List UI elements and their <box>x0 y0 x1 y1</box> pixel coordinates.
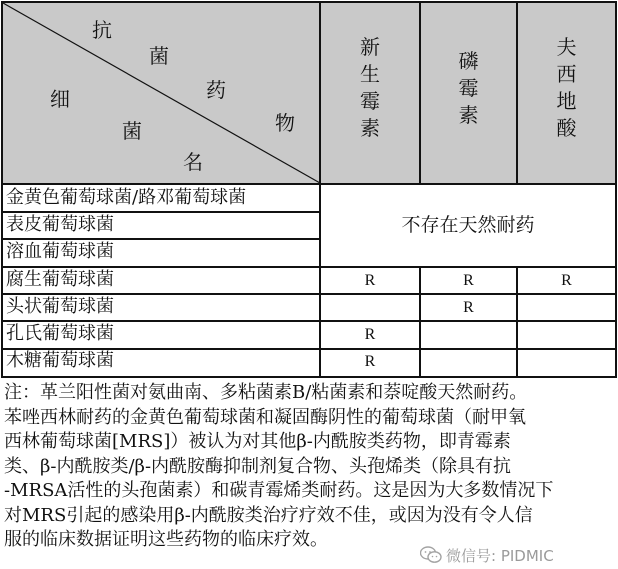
footnote-line: 西林葡萄球菌[MRS]）被认为对其他β-内酰胺类药物，即青霉素 <box>4 431 511 452</box>
diagonal-organism-char: 菌 <box>122 119 142 143</box>
table-rule <box>1 293 617 295</box>
diagonal-organism-char: 细 <box>50 87 70 111</box>
table-border <box>1 1 617 3</box>
column-header-char: 素 <box>458 102 479 127</box>
column-header-char: 素 <box>360 115 380 140</box>
footnote-line: 苯唑西林耐药的金黄色葡萄球菌和凝固酶阴性的葡萄球菌（耐甲氧 <box>4 406 526 428</box>
table-rule <box>1 266 617 268</box>
table-rule <box>1 320 617 322</box>
column-header-char: 新 <box>360 34 380 59</box>
table-border <box>1 376 617 378</box>
column-header-char: 酸 <box>556 115 577 140</box>
cell-value: R <box>364 353 376 370</box>
cell-value: R <box>463 272 474 289</box>
column-header-char: 霉 <box>360 88 380 113</box>
row-organism-label: 木糖葡萄球菌 <box>6 350 114 371</box>
table-rule <box>419 1 421 184</box>
column-header-fosfomycin <box>420 44 517 132</box>
table-rule <box>516 267 518 378</box>
footnote-line: -MRSA活性的头孢菌素）和碳青霉烯类耐药。这是因为大多数情况下 <box>4 480 554 501</box>
row-organism-label: 溶血葡萄球菌 <box>6 241 114 262</box>
footnote <box>4 381 616 553</box>
diagonal-drug-char: 药 <box>206 78 226 102</box>
cell-value: R <box>561 272 572 289</box>
column-header-char: 夫 <box>556 34 577 59</box>
footnote-line: 服的临床数据证明这些药物的临床疗效。 <box>4 529 328 550</box>
diagonal-drug-char: 物 <box>275 111 295 135</box>
cell-value: R <box>364 272 376 289</box>
column-header-neomycin <box>320 30 420 145</box>
watermark-text: 微信号: PIDMIC <box>446 546 554 565</box>
diagonal-drug-char: 菌 <box>149 44 169 68</box>
merged-cell-text: 不存在天然耐药 <box>401 214 535 236</box>
footnote-line: 注：革兰阳性菌对氨曲南、多粘菌素B/粘菌素和萘啶酸天然耐药。 <box>4 382 528 403</box>
table-rule <box>1 183 617 185</box>
footnote-line: 对MRS引起的感染用β-内酰胺类治疗疗效不佳，或因为没有令人信 <box>4 504 533 526</box>
column-header-char: 霉 <box>458 75 479 100</box>
column-header-char: 地 <box>556 88 577 113</box>
row-organism-label: 表皮葡萄球菌 <box>6 214 114 235</box>
row-organism-label: 腐生葡萄球菌 <box>6 269 114 290</box>
row-organism-label: 金黄色葡萄球菌/路邓葡萄球菌 <box>6 187 247 208</box>
table-rule <box>419 267 421 378</box>
table-rule <box>1 348 617 350</box>
watermark <box>420 544 554 566</box>
column-header-char: 生 <box>360 61 380 86</box>
column-header-char: 磷 <box>458 48 479 73</box>
row-organism-label: 孔氏葡萄球菌 <box>6 323 114 344</box>
table-rule <box>1 211 320 213</box>
table-rule <box>1 238 320 240</box>
footnote-line: 类、β-内酰胺类/β-内酰胺酶抑制剂复合物、头孢烯类（除具有抗 <box>4 455 512 477</box>
diagonal-organism-char: 名 <box>183 150 203 174</box>
column-header-fusidic-acid <box>517 30 616 145</box>
column-header-char: 西 <box>556 61 577 86</box>
row-organism-label: 头状葡萄球菌 <box>6 296 114 317</box>
table-rule <box>516 1 518 184</box>
cell-value: R <box>364 326 376 343</box>
wechat-icon <box>420 546 442 564</box>
diagonal-drug-char: 抗 <box>92 18 112 42</box>
cell-value: R <box>463 299 474 316</box>
